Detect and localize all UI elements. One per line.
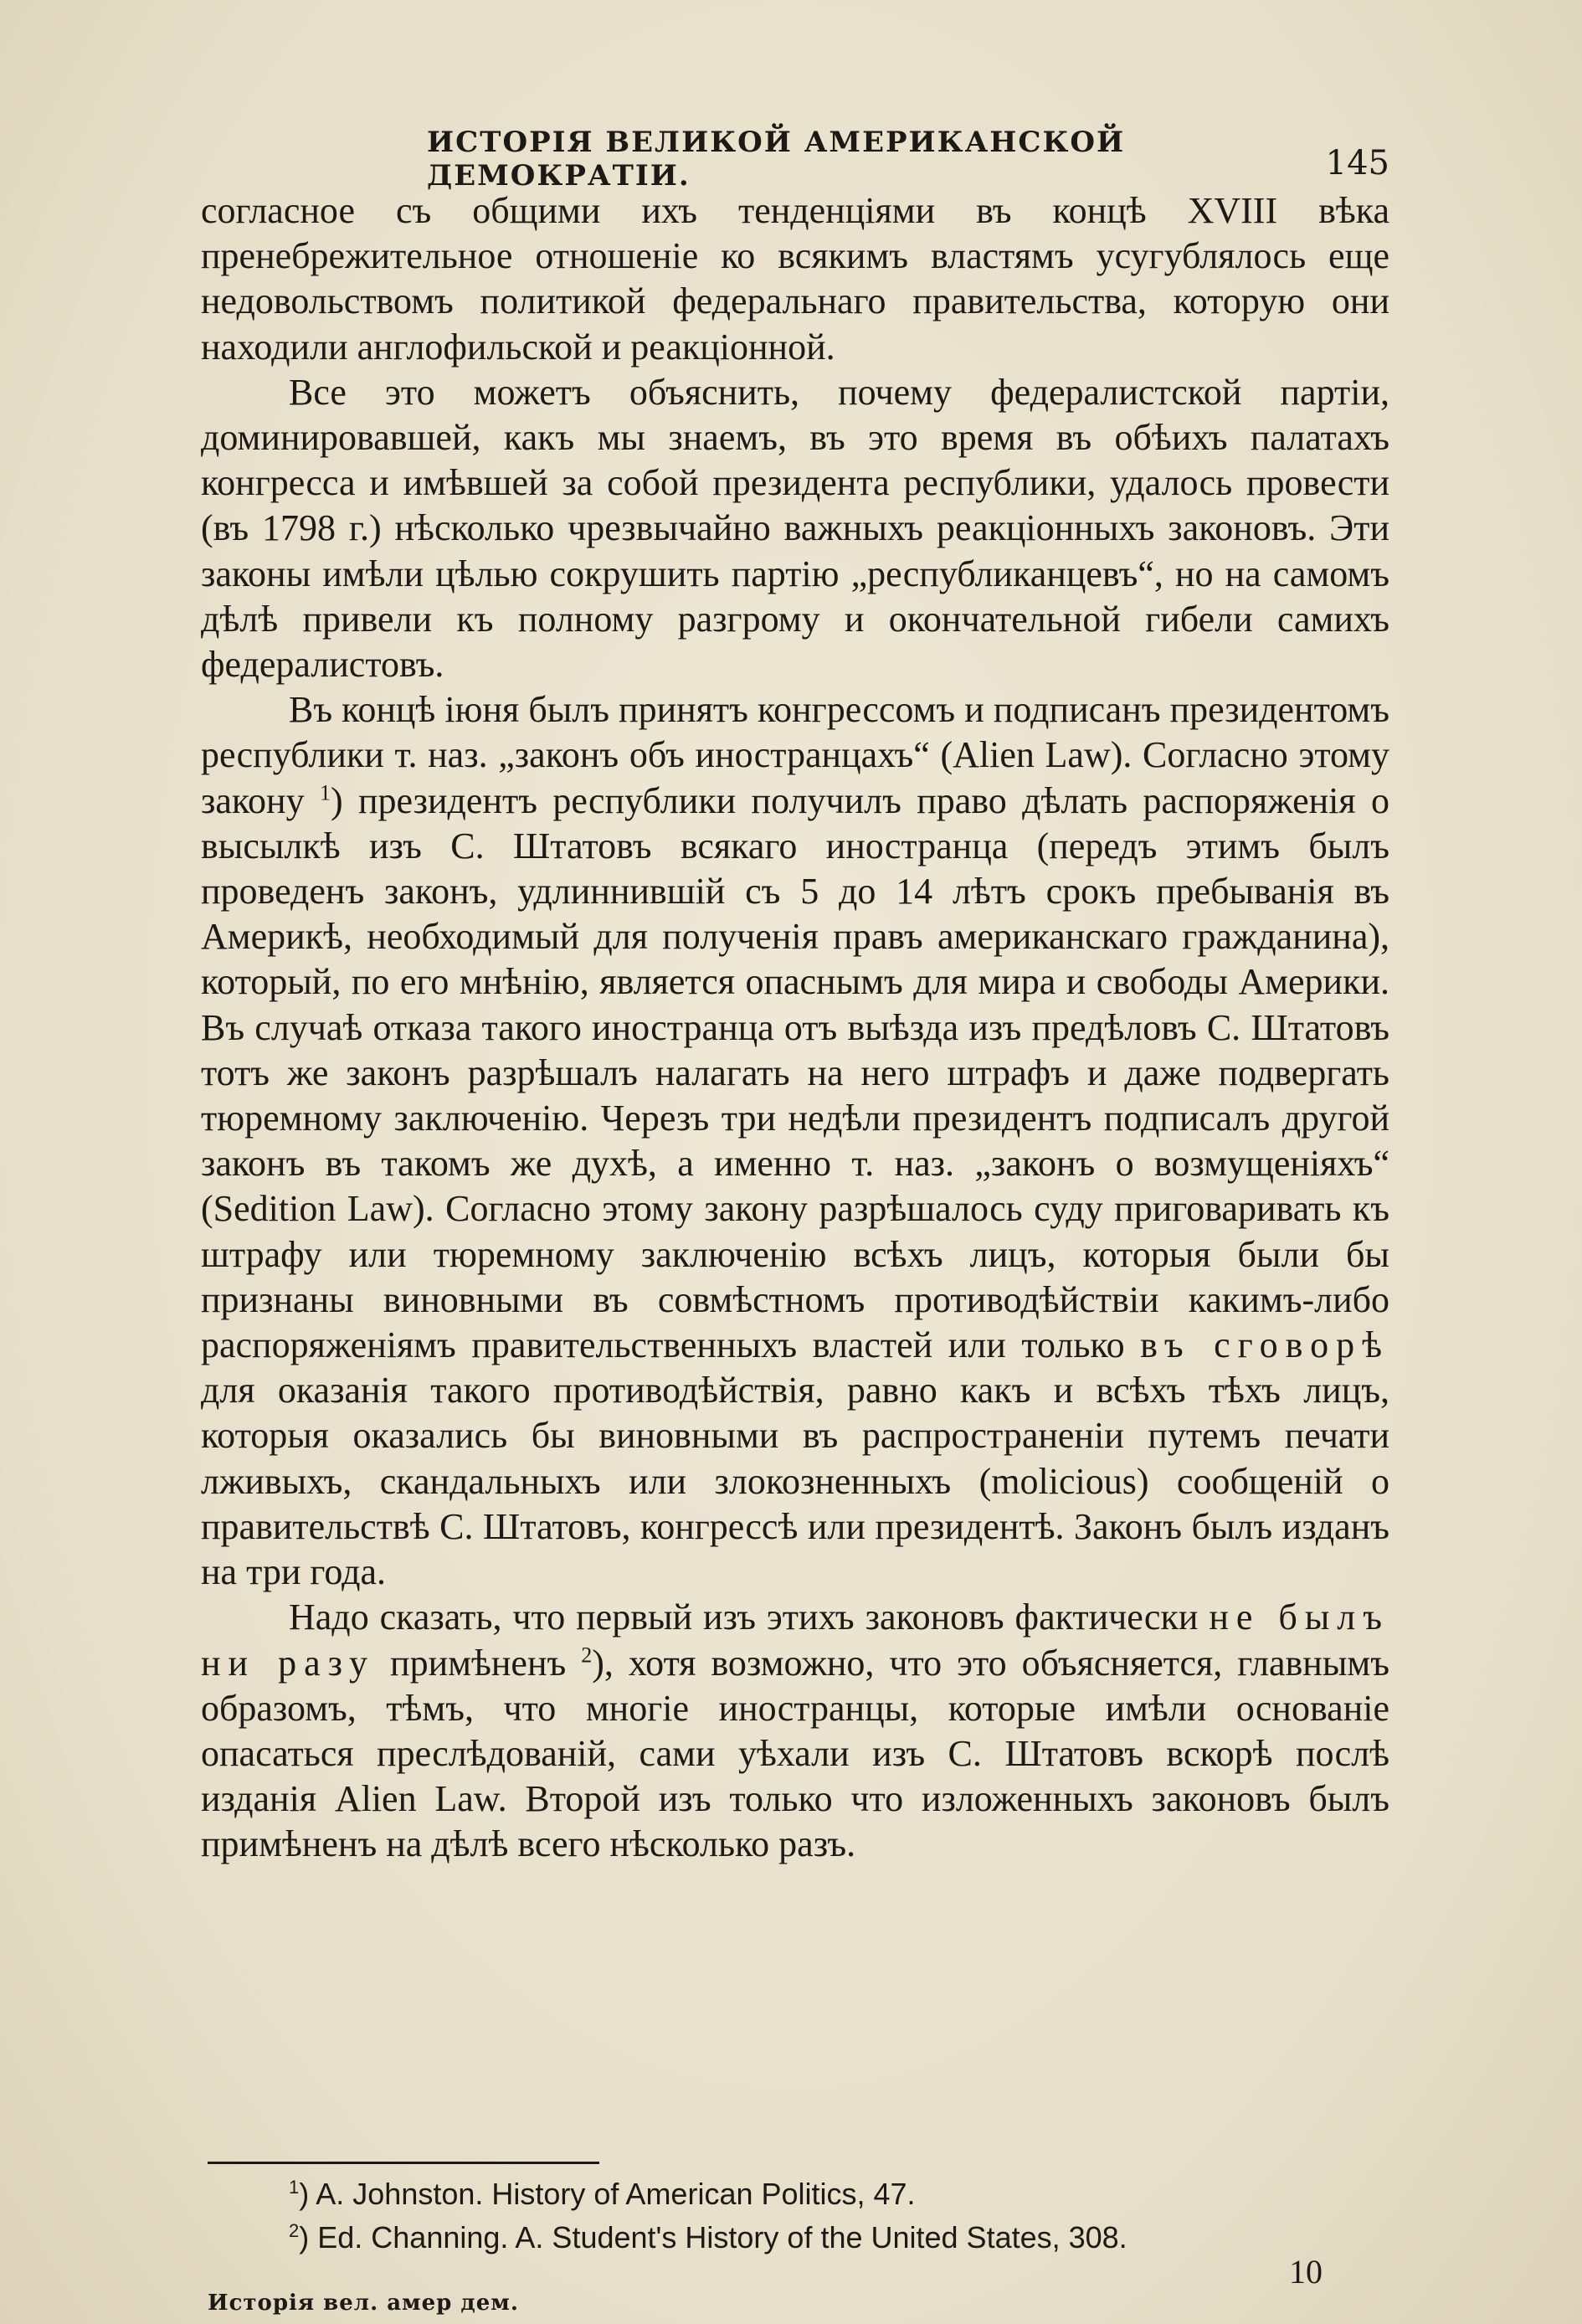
paragraph-3: Въ концѣ іюня былъ принятъ конгрессомъ и подписанъ президентомъ республики т. наз. „законъ объ иностранцахъ“ (Alien Law). Согласно этому закону $^1$) президентъ республики получилъ право дѣлать распоряженія о высылкѣ изъ С. Штатовъ всякаго иностранца (передъ этимъ былъ проведенъ законъ, удлиннившій съ 5 до 14 лѣтъ срокъ пребыванія въ Америкѣ, необходимый для полученія правъ американскаго гражданина), который, по его мнѣнію, является опаснымъ для мира и свободы Америки. Въ случаѣ отказа такого иностранца отъ выѣзда изъ предѣловъ С. Штатовъ тотъ же законъ разрѣшалъ налагать на него штрафъ и даже подвергать тюремному заключенію. Черезъ три недѣли президентъ подписалъ другой законъ въ такомъ же духѣ, а именно т. наз. „законъ о возмущеніяхъ“ (Sedition Law). Согласно этому закону разрѣшалось суду приговаривать къ штрафу или тюремному заключенію всѣхъ лицъ, которыя были бы признаны виновными въ совмѣстномъ противодѣйствіи какимъ-либо распоряженіямъ правительственныхъ властей или только въ сговорѣ для оказанія такого противодѣйствія, равно какъ и всѣхъ тѣхъ лицъ, которыя оказались бы виновными въ распространеніи путемъ печати лживыхъ, скандальныхъ или злокозненныхъ (molicious) сообщеній о правительствѣ С. Штатовъ, конгрессѣ или президентѣ. Законъ былъ изданъ на три года.: [201, 689, 1389, 1593]
spaced-emphasis: не былъ ни разу: [201, 1596, 1390, 1684]
paragraph-1: согласное съ общими ихъ тенденціями въ концѣ XVIII вѣка пренебрежительное отношеніе ко всякимъ властямъ усугублялось еще недовольствомъ политикой федеральнаго правительства, которую они находили англофильской и реакціонной.: [201, 190, 1389, 368]
footnote-rule: [208, 2162, 599, 2164]
footnote-ref-2[interactable]: 2: [581, 1642, 593, 1667]
footnotes: [289, 2172, 1377, 2260]
body-text: [201, 188, 1389, 1868]
paragraph-2: Все это можетъ объяснить, почему федералистской партіи, доминировавшей, какъ мы знаемъ, въ это время въ обѣихъ палатахъ конгресса и имѣвшей за собой президента республики, удалось провести (въ 1798 г.) нѣсколько чрезвычайно важныхъ реакціонныхъ законовъ. Эти законы имѣли цѣлью сокрушить партію „республиканцевъ“, но на самомъ дѣлѣ привели къ полному разгрому и окончательной гибели самихъ федералистовъ.: [201, 371, 1389, 686]
printer-signature: Исторія вел. амер дем.: [208, 2291, 519, 2316]
signature-number: 10: [1289, 2253, 1323, 2291]
page-header: [201, 117, 1389, 193]
spaced-emphasis: въ сговорѣ: [1140, 1324, 1389, 1366]
running-title: ИСТОРІЯ ВЕЛИКОЙ АМЕРИКАНСКОЙ ДЕМОКРАТІИ.: [427, 126, 1126, 193]
footnote-1: $^1$) A. Johnston. History of American Politics, 47.: [289, 2177, 916, 2211]
page-number: 145: [1325, 144, 1389, 183]
footnote-2: $^2$) Ed. Channing. A. Student's History of the United States, 308.: [289, 2220, 1127, 2255]
footnote-ref-1[interactable]: 1: [319, 779, 331, 805]
paragraph-4: Надо сказать, что первый изъ этихъ законовъ фактически не былъ ни разу примѣненъ $^2$), хотя возможно, что это объясняется, главнымъ образомъ, тѣмъ, что многіе иностранцы, которые имѣли основаніе опасаться преслѣдованій, сами уѣхали изъ С. Штатовъ вскорѣ послѣ изданія Alien Law. Второй изъ только что изложенныхъ законовъ былъ примѣненъ на дѣлѣ всего нѣсколько разъ.: [201, 1596, 1390, 1865]
